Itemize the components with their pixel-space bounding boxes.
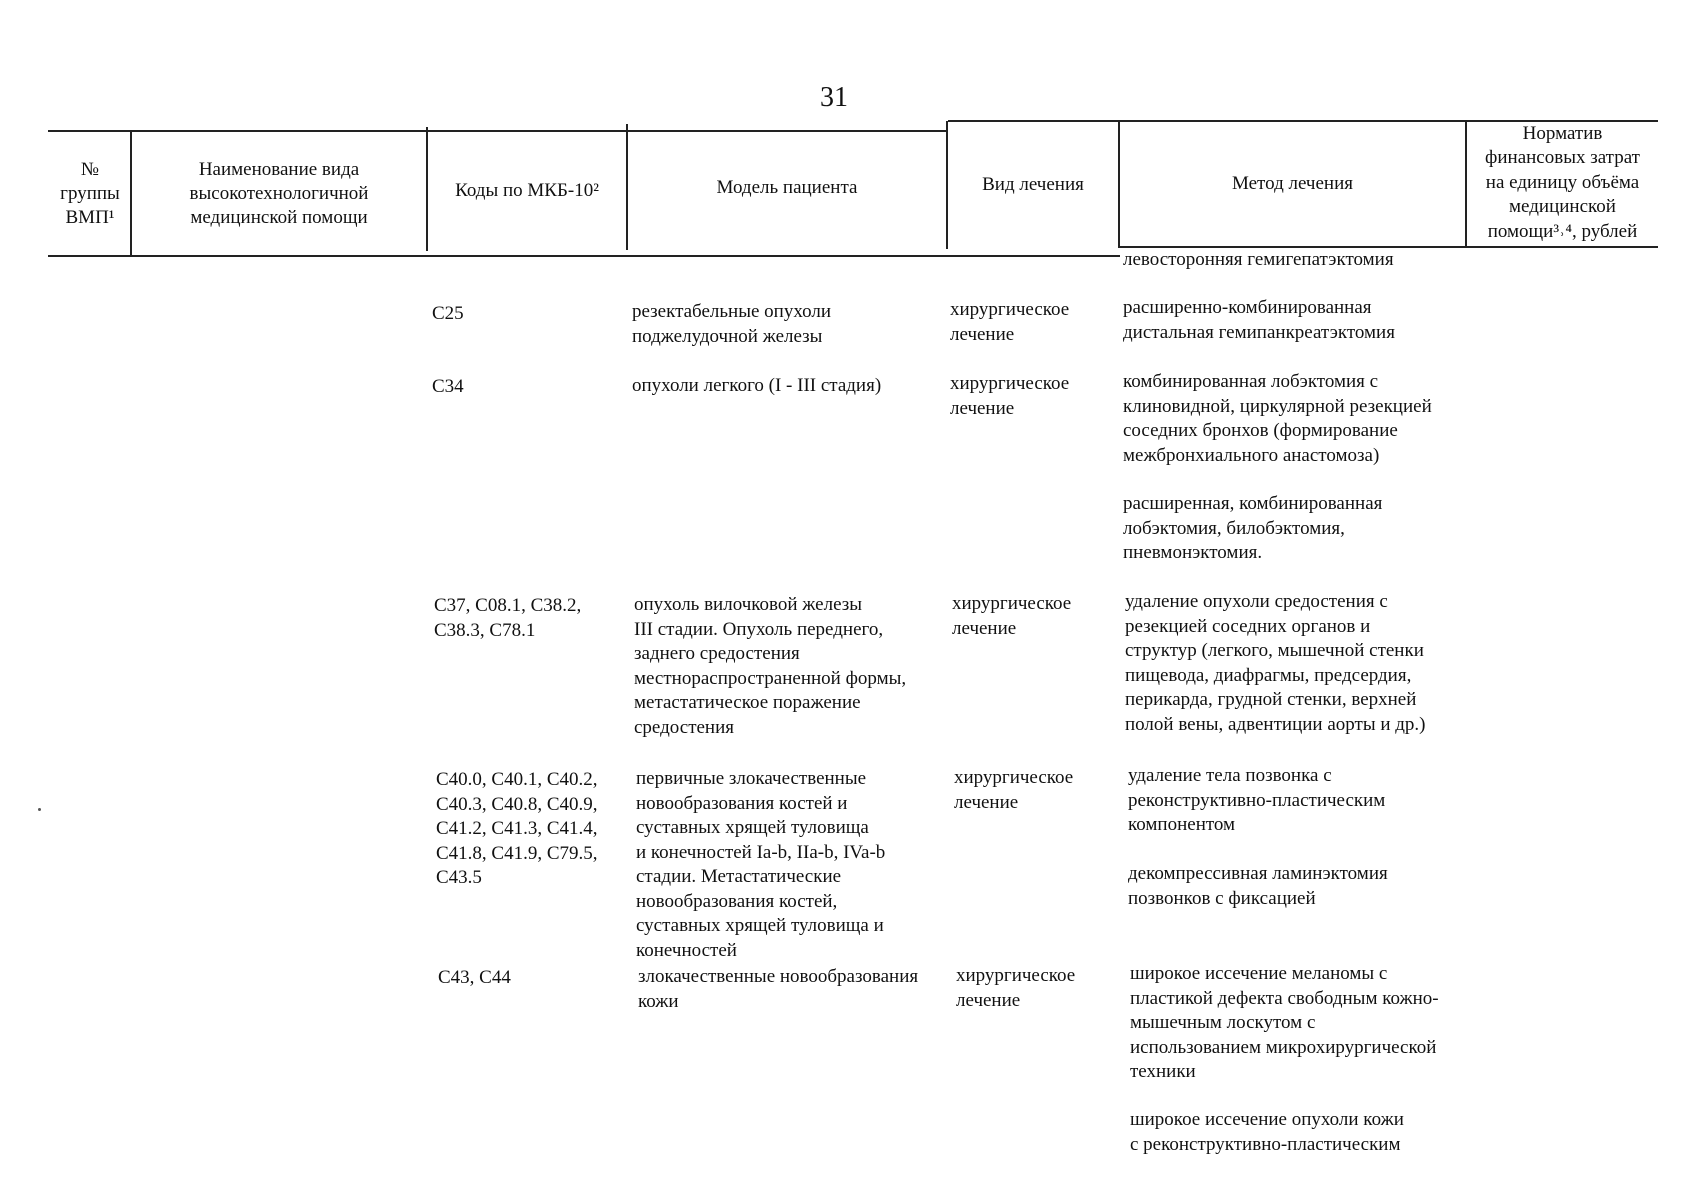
row-2-model: опухоли легкого (I - III стадия) — [632, 375, 882, 396]
row-4-code: C40.0, C40.1, C40.2, C40.3, C40.8, C40.9, C41.2, C41.3, C41.4, C41.8, C41.9, C79.5, C43.5 — [436, 769, 598, 888]
header-cost-standard: Норматив финансовых затрат на единицу объёма медицинской помощи³˒⁴, рублей — [1485, 122, 1640, 242]
header-group-number: № группы ВМП¹ — [60, 158, 120, 228]
header-bottom-border-left — [48, 255, 1120, 257]
row-4-type: хирургическое лечение — [954, 767, 1074, 813]
row-1-model: резектабельные опухоли поджелудочной железы — [632, 301, 832, 347]
header-icd-codes: Коды по МКБ-10² — [455, 180, 599, 201]
header-patient-model: Модель пациента — [716, 176, 858, 198]
row-4-model: первичные злокачественные новообразования костей и суставных хрящей туловища и конечностей Ia-b, IIa-b, IVa-b стадии. Метастатические новообразования костей, суставных хрящей туловища и конечностей — [636, 768, 886, 961]
row-1-method: расширенно-комбинированная дистальная гемипанкреатэктомия — [1123, 297, 1395, 343]
header-treatment-type: Вид лечения — [982, 174, 1084, 195]
row-2-code: C34 — [432, 376, 464, 397]
row-1-type: хирургическое лечение — [950, 299, 1070, 345]
row-3-model: опухоль вилочковой железы III стадии. Опухоль переднего, заднего средостения местнораспространенной формы, метастатическое поражение средостения — [634, 594, 907, 738]
row-5-method-2: широкое иссечение опухоли кожи с реконструктивно-пластическим — [1130, 1109, 1404, 1155]
row-5-code: C43, C44 — [438, 967, 511, 988]
row-5-model: злокачественные новообразования кожи — [638, 966, 919, 1012]
row-2-method-1: комбинированная лобэктомия с клиновидной, циркулярной резекцией соседних бронхов (формирование межбронхиального анастомоза) — [1123, 371, 1432, 466]
row-4-method-1: удаление тела позвонка с реконструктивно-пластическим компонентом — [1128, 765, 1386, 835]
row-2-method-2: расширенная, комбинированная лобэктомия, билобэктомия, пневмонэктомия. — [1123, 493, 1383, 563]
row-3-type: хирургическое лечение — [952, 593, 1072, 639]
row-5-type: хирургическое лечение — [956, 965, 1076, 1011]
row-5-method-1: широкое иссечение меланомы с пластикой дефекта свободным кожно- мышечным лоскутом с использованием микрохирургической техники — [1130, 963, 1439, 1082]
row-4-method-2: декомпрессивная ламинэктомия позвонков с фиксацией — [1128, 863, 1388, 909]
row-0-method: левосторонняя гемигепатэктомия — [1123, 249, 1394, 270]
row-2-type: хирургическое лечение — [950, 373, 1070, 419]
header-care-type-name: Наименование вида высокотехнологичной медицинской помощи — [189, 158, 369, 228]
row-3-code: C37, C08.1, C38.2, C38.3, C78.1 — [434, 595, 582, 641]
scan-speck — [38, 808, 41, 811]
row-3-method: удаление опухоли средостения с резекцией соседних органов и структур (легкого, мышечной стенки пищевода, диафрагмы, предсердия, перикарда, грудной стенки, верхней полой вены, адвентиции аорты и др.) — [1125, 591, 1426, 735]
row-1-code: C25 — [432, 303, 464, 324]
header-treatment-method: Метод лечения — [1231, 173, 1353, 194]
page-number: 31 — [820, 82, 848, 113]
